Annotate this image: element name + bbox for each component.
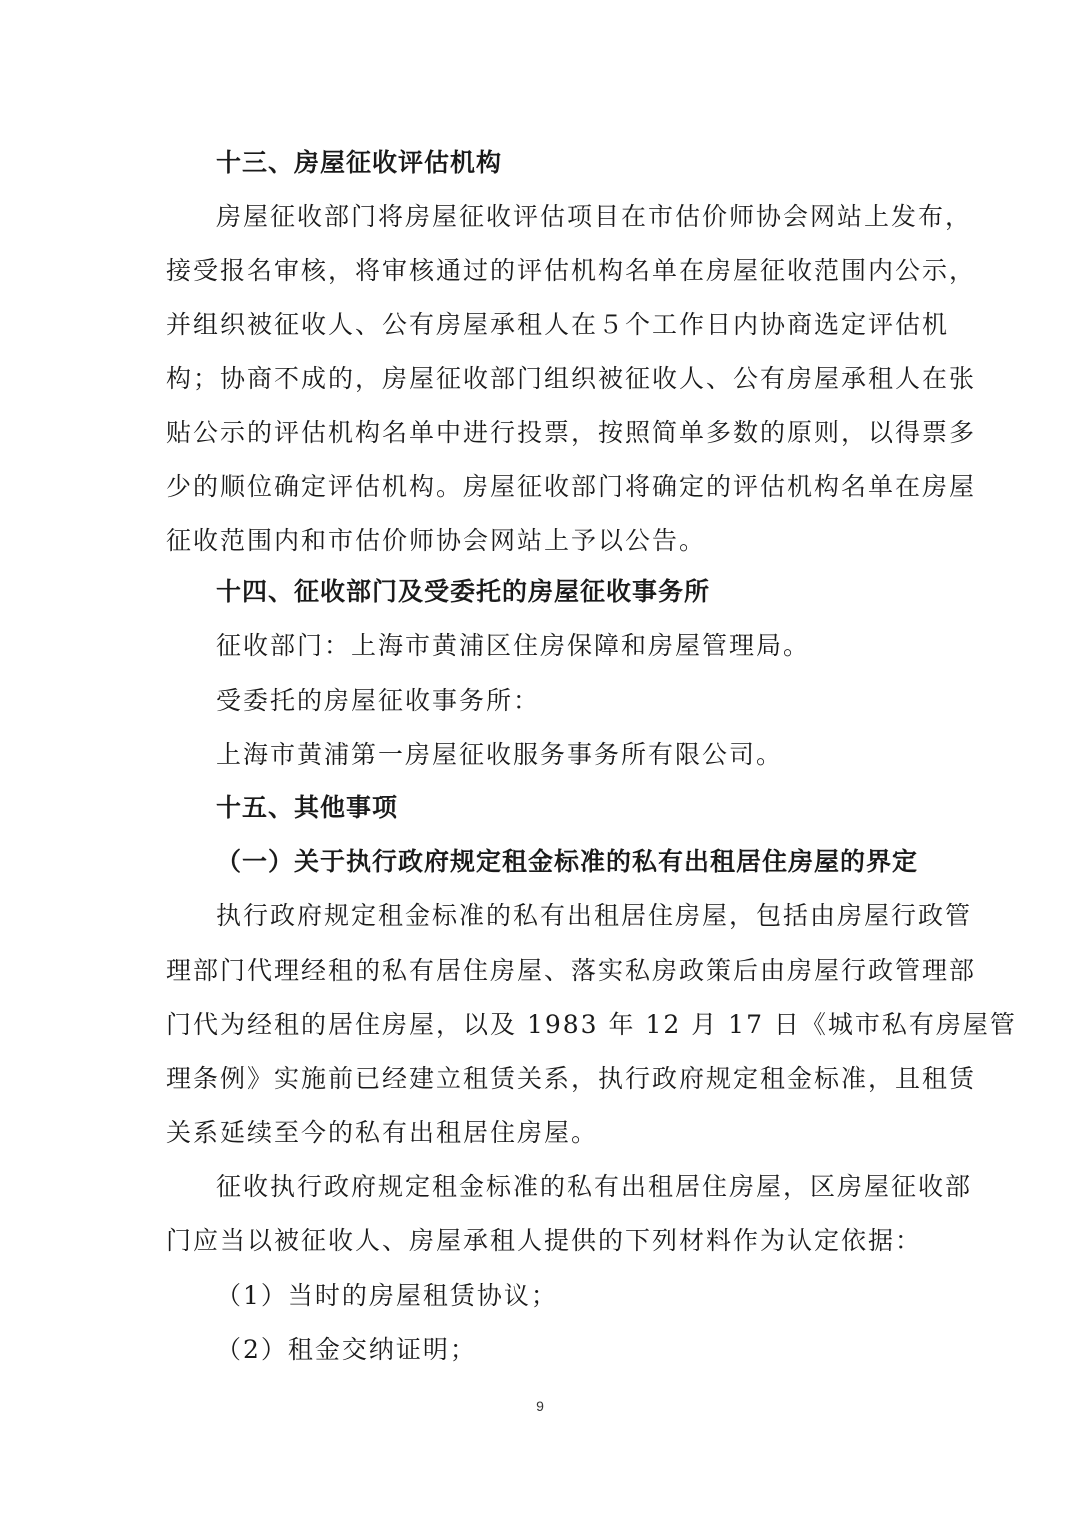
section-13-line: 少的顺位确定评估机构。房屋征收部门将确定的评估机构名单在房屋 — [166, 472, 977, 501]
expropriation-department: 征收部门：上海市黄浦区住房保障和房屋管理局。 — [216, 631, 811, 660]
paragraph-line: 征收执行政府规定租金标准的私有出租居住房屋，区房屋征收部 — [216, 1172, 973, 1201]
section-13-line: 构；协商不成的，房屋征收部门组织被征收人、公有房屋承租人在张 — [166, 364, 977, 393]
section-13-line: 征收范围内和市估价师协会网站上予以公告。 — [166, 526, 707, 555]
paragraph-line: 关系延续至今的私有出租居住房屋。 — [166, 1118, 599, 1147]
section-13-line: 房屋征收部门将房屋征收评估项目在市估价师协会网站上发布， — [216, 202, 973, 231]
section-13-line: 贴公示的评估机构名单中进行投票，按照简单多数的原则，以得票多 — [166, 418, 977, 447]
paragraph-line: 门代为经租的居住房屋，以及 1983 年 12 月 17 日《城市私有房屋管 — [166, 1010, 1017, 1039]
section-13-heading: 十三、房屋征收评估机构 — [216, 148, 503, 177]
entrusted-office-name: 上海市黄浦第一房屋征收服务事务所有限公司。 — [216, 740, 784, 769]
list-item: （1）当时的房屋租赁协议； — [216, 1281, 558, 1310]
entrusted-office-label: 受委托的房屋征收事务所： — [216, 686, 541, 715]
section-13-line: 并组织被征收人、公有房屋承租人在５个工作日内协商选定评估机 — [166, 310, 950, 339]
paragraph-line: 门应当以被征收人、房屋承租人提供的下列材料作为认定依据： — [166, 1226, 923, 1255]
paragraph-line: 理条例》实施前已经建立租赁关系，执行政府规定租金标准，且租赁 — [166, 1064, 977, 1093]
paragraph-line: 理部门代理经租的私有居住房屋、落实私房政策后由房屋行政管理部 — [166, 956, 977, 985]
page-number: 9 — [536, 1398, 544, 1414]
paragraph-line: 执行政府规定租金标准的私有出租居住房屋，包括由房屋行政管 — [216, 901, 973, 930]
section-14-heading: 十四、征收部门及受委托的房屋征收事务所 — [216, 577, 711, 606]
section-15-subheading: （一）关于执行政府规定租金标准的私有出租居住房屋的界定 — [216, 847, 919, 876]
list-item: （2）租金交纳证明； — [216, 1335, 477, 1364]
section-15-heading: 十五、其他事项 — [216, 793, 399, 822]
section-13-line: 接受报名审核，将审核通过的评估机构名单在房屋征收范围内公示， — [166, 256, 977, 285]
